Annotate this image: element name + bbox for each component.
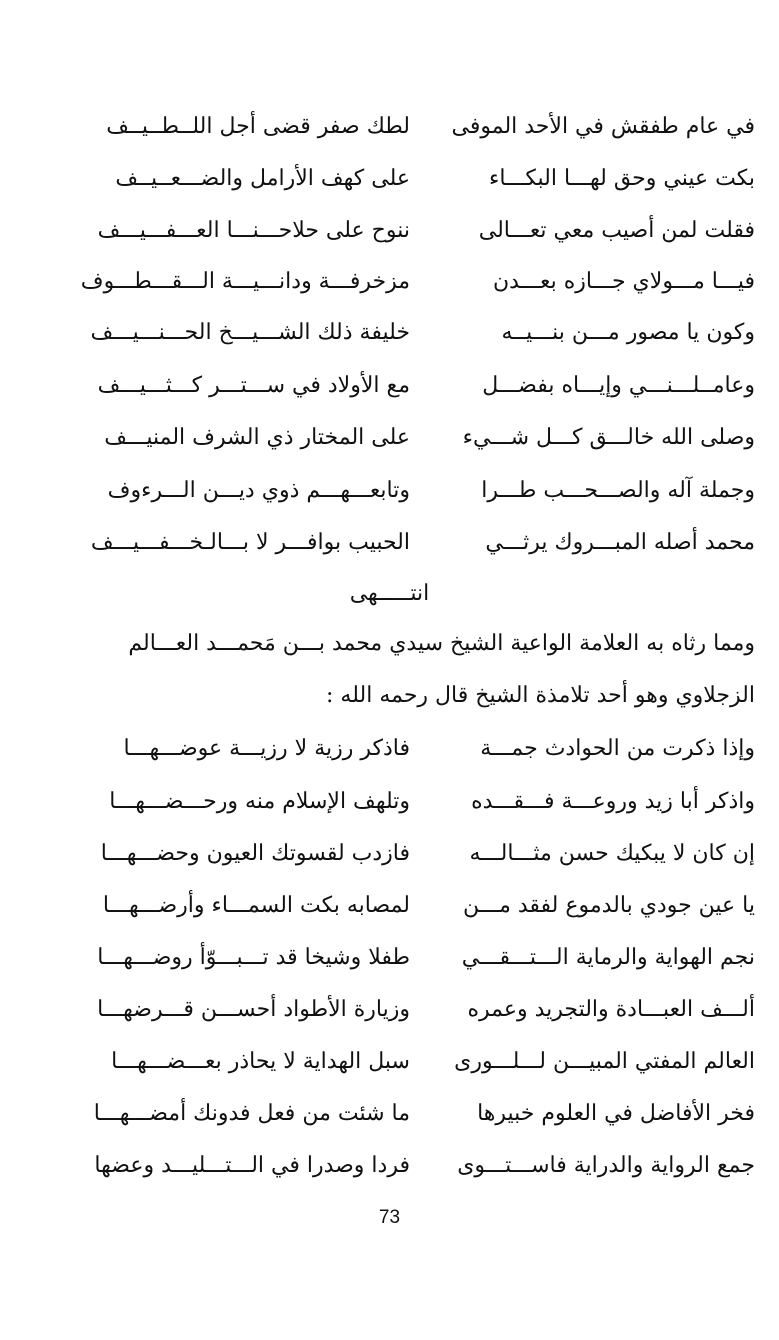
verse-first-hemistich: بكت عيني وحق لهـــا البكـــاء xyxy=(488,166,755,191)
poem2-verse-7 xyxy=(40,1046,755,1086)
verse-first-hemistich: ألـــف العبـــادة والتجريد وعمره xyxy=(467,997,755,1022)
page-number: 73 xyxy=(378,1207,401,1228)
verse-second-hemistich: طفلا وشيخا قد تـــبـــوّأ روضـــهـــا xyxy=(97,945,410,970)
verse-second-hemistich: فردا وصدرا في الـــتـــليـــد وعضها xyxy=(94,1153,410,1178)
verse-second-hemistich: ننوح على حلاحـــنـــا العـــفـــيـــف xyxy=(97,218,410,243)
end-title: انتـــــهى xyxy=(349,581,430,606)
poem2-verse-8 xyxy=(40,1098,755,1138)
verse-second-hemistich: على المختار ذي الشرف المنيـــف xyxy=(104,425,410,450)
verse-first-hemistich: إن كان لا يبكيك حسن مثـــالـــه xyxy=(469,841,755,866)
poem1-verse-3 xyxy=(40,215,755,255)
verse-second-hemistich: لمصابه بكت السمـــاء وأرضـــهـــا xyxy=(102,893,410,918)
poem1-verse-6 xyxy=(40,370,755,410)
poem2-verse-5 xyxy=(40,942,755,982)
poem1-verse-1 xyxy=(40,111,755,151)
poem1-verse-8 xyxy=(40,475,755,515)
verse-second-hemistich: فاذكر رزية لا رزيـــة عوضـــهـــا xyxy=(123,736,410,761)
verse-first-hemistich: وإذا ذكرت من الحوادث جمـــة xyxy=(480,736,755,761)
verse-first-hemistich: واذكر أبا زيد وروعـــة فـــقـــده xyxy=(471,789,755,814)
poem1-verse-4 xyxy=(40,266,755,306)
verse-second-hemistich: وزيارة الأطواد أحســـن قـــرضهـــا xyxy=(97,997,410,1022)
verse-first-hemistich: نجم الهواية والرماية الـــتـــقـــي xyxy=(461,945,755,970)
verse-second-hemistich: سبل الهداية لا يحاذر بعـــضـــهـــا xyxy=(111,1049,410,1074)
poem2-verse-9 xyxy=(40,1150,755,1190)
verse-second-hemistich: ما شئت من فعل فدونك أمضـــهـــا xyxy=(93,1101,410,1126)
verse-first-hemistich: وجملة آله والصـــحـــب طـــرا xyxy=(481,478,755,503)
verse-first-hemistich: في عام طفقش في الأحد الموفى xyxy=(451,114,755,139)
verse-second-hemistich: على كهف الأرامل والضـــعــيــف xyxy=(115,166,410,191)
poem2-verse-3 xyxy=(40,838,755,878)
verse-second-hemistich: مزخرفـــة ودانـــيـــة الـــقـــطـــوف xyxy=(80,269,410,294)
verse-second-hemistich: مع الأولاد في ســـتـــر كـــثـــيـــف xyxy=(97,373,410,398)
verse-second-hemistich: وتابعـــهـــم ذوي ديـــن الـــرءوف xyxy=(107,478,410,503)
verse-second-hemistich: فازدب لقسوتك العيون وحضـــهـــا xyxy=(100,841,410,866)
poem2-verse-4 xyxy=(40,890,755,930)
poem1-verse-5 xyxy=(40,317,755,357)
verse-second-hemistich: الحبيب بوافـــر لا بـــالـخـــفـــيـــف xyxy=(90,530,410,555)
verse-first-hemistich: محمد أصله المبـــروك يرثـــي xyxy=(485,530,755,555)
verse-first-hemistich: فخر الأفاضل في العلوم خبيرها xyxy=(477,1101,755,1126)
verse-second-hemistich: لطك صفر قضى أجل اللــطــيــف xyxy=(106,114,410,139)
verse-first-hemistich: جمع الرواية والدراية فاســـتـــوى xyxy=(457,1153,755,1178)
poem2-verse-1 xyxy=(40,733,755,773)
verse-first-hemistich: فيـــا مـــولاي جـــازه بعـــدن xyxy=(493,269,755,294)
verse-first-hemistich: وعامــلـــنـــي وإيـــاه بفضـــل xyxy=(482,373,755,398)
verse-second-hemistich: وتلهف الإسلام منه ورحـــضـــهـــا xyxy=(109,789,410,814)
verse-first-hemistich: العالم المفتي المبيـــن لـــلـــورى xyxy=(454,1049,755,1074)
verse-first-hemistich: فقلت لمن أصيب معي تعـــالى xyxy=(478,218,755,243)
verse-first-hemistich: يا عين جودي بالدموع لفقد مـــن xyxy=(462,893,755,918)
poem1-verse-9 xyxy=(40,527,755,567)
poem1-verse-2 xyxy=(40,163,755,203)
verse-first-hemistich: وصلى الله خالـــق كـــل شـــيء xyxy=(462,425,755,450)
prose-line-2: الزجلاوي وهو أحد تلامذة الشيخ قال رحمه الله : xyxy=(326,683,755,708)
verse-first-hemistich: وكون يا مصور مـــن بنـــيــه xyxy=(501,320,755,345)
poem1-verse-7 xyxy=(40,422,755,462)
poem2-verse-6 xyxy=(40,994,755,1034)
prose-line-1: ومما رثاه به العلامة الواعية الشيخ سيدي محمد بـــن مَحمـــد العـــالم xyxy=(128,631,755,656)
verse-second-hemistich: خليفة ذلك الشـــيـــخ الحـــنـــيـــف xyxy=(90,320,410,345)
poem2-verse-2 xyxy=(40,786,755,826)
